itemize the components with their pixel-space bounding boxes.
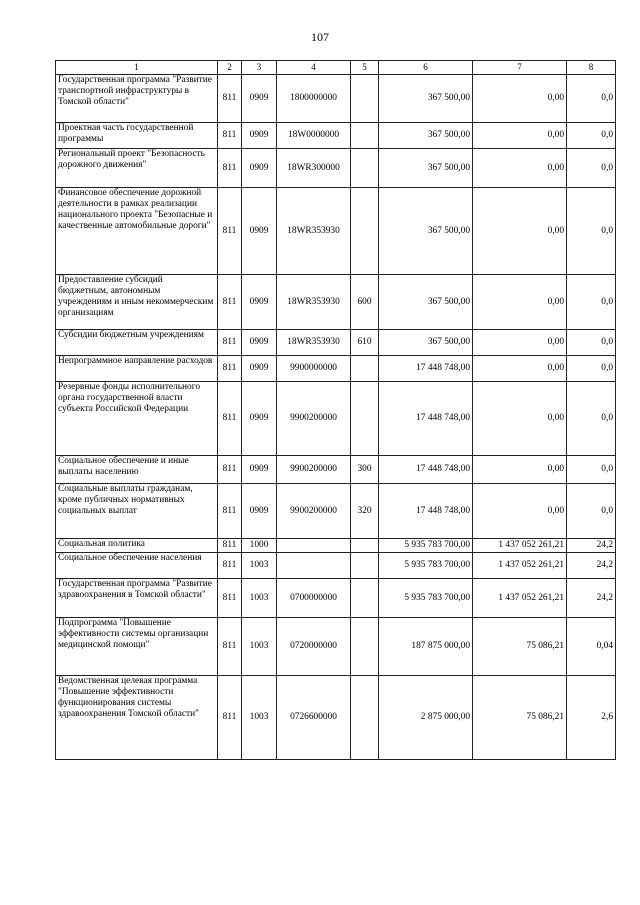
section-code-cell: 0909 [242, 75, 277, 123]
section-code-cell: 0909 [242, 484, 277, 539]
percent-cell: 24,2 [567, 579, 616, 618]
target-article-cell: 0720000000 [277, 618, 351, 676]
section-code-cell: 0909 [242, 149, 277, 188]
table-row [56, 75, 616, 123]
row-name-cell: Финансовое обеспечение дорожной деятельности в рамках реализации национального проекта "Безопасные и качественные автомобильные дороги" [56, 188, 218, 275]
section-code-cell: 1003 [242, 553, 277, 579]
table-row [56, 356, 616, 382]
admin-code-cell: 811 [218, 275, 242, 330]
table-row [56, 123, 616, 149]
expense-type-cell [351, 123, 379, 149]
executed-amount-cell: 0,00 [473, 188, 567, 275]
executed-amount-cell: 0,00 [473, 275, 567, 330]
section-code-cell: 1003 [242, 618, 277, 676]
planned-amount-cell: 17 448 748,00 [379, 484, 473, 539]
admin-code-cell: 811 [218, 123, 242, 149]
admin-code-cell: 811 [218, 188, 242, 275]
planned-amount-cell: 187 875 000,00 [379, 618, 473, 676]
expense-type-cell: 610 [351, 330, 379, 356]
planned-amount-cell: 367 500,00 [379, 123, 473, 149]
header-cell: 8 [567, 61, 616, 75]
percent-cell: 0,0 [567, 275, 616, 330]
target-article-cell: 9900200000 [277, 456, 351, 484]
table-row [56, 579, 616, 618]
row-name-cell: Предоставление субсидий бюджетным, автономным учреждениям и иным некоммерческим организациям [56, 275, 218, 330]
expense-type-cell [351, 539, 379, 553]
percent-cell: 0,04 [567, 618, 616, 676]
admin-code-cell: 811 [218, 149, 242, 188]
percent-cell: 0,0 [567, 149, 616, 188]
budget-table [55, 60, 616, 760]
section-code-cell: 0909 [242, 356, 277, 382]
executed-amount-cell: 0,00 [473, 484, 567, 539]
target-article-cell: 18WR300000 [277, 149, 351, 188]
target-article-cell: 18WR353930 [277, 330, 351, 356]
table-row [56, 553, 616, 579]
section-code-cell: 0909 [242, 456, 277, 484]
percent-cell: 2,6 [567, 676, 616, 760]
table-row [56, 456, 616, 484]
planned-amount-cell: 17 448 748,00 [379, 356, 473, 382]
percent-cell: 0,0 [567, 330, 616, 356]
row-name-cell: Резервные фонды исполнительного органа государственной власти субъекта Российской Федерации [56, 382, 218, 456]
planned-amount-cell: 17 448 748,00 [379, 456, 473, 484]
expense-type-cell: 600 [351, 275, 379, 330]
planned-amount-cell: 367 500,00 [379, 149, 473, 188]
target-article-cell: 1800000000 [277, 75, 351, 123]
percent-cell: 0,0 [567, 484, 616, 539]
section-code-cell: 0909 [242, 123, 277, 149]
row-name-cell: Государственная программа "Развитие транспортной инфраструктуры в Томской области" [56, 75, 218, 123]
admin-code-cell: 811 [218, 618, 242, 676]
executed-amount-cell: 0,00 [473, 382, 567, 456]
executed-amount-cell: 0,00 [473, 356, 567, 382]
section-code-cell: 0909 [242, 382, 277, 456]
percent-cell: 0,0 [567, 188, 616, 275]
table-row [56, 484, 616, 539]
executed-amount-cell: 0,00 [473, 123, 567, 149]
percent-cell: 0,0 [567, 382, 616, 456]
row-name-cell: Государственная программа "Развитие здравоохранения в Томской области" [56, 579, 218, 618]
target-article-cell: 9900200000 [277, 382, 351, 456]
header-cell: 2 [218, 61, 242, 75]
section-code-cell: 1000 [242, 539, 277, 553]
percent-cell: 0,0 [567, 356, 616, 382]
expense-type-cell [351, 382, 379, 456]
expense-type-cell [351, 618, 379, 676]
admin-code-cell: 811 [218, 330, 242, 356]
row-name-cell: Социальное обеспечение населения [56, 553, 218, 579]
executed-amount-cell: 75 086,21 [473, 676, 567, 760]
row-name-cell: Социальное обеспечение и иные выплаты населению [56, 456, 218, 484]
table-row [56, 330, 616, 356]
expense-type-cell [351, 149, 379, 188]
target-article-cell: 18WR353930 [277, 275, 351, 330]
executed-amount-cell: 75 086,21 [473, 618, 567, 676]
admin-code-cell: 811 [218, 382, 242, 456]
table-header-row [56, 61, 616, 75]
target-article-cell [277, 553, 351, 579]
row-name-cell: Региональный проект "Безопасность дорожного движения" [56, 149, 218, 188]
row-name-cell: Проектная часть государственной программы [56, 123, 218, 149]
admin-code-cell: 811 [218, 75, 242, 123]
planned-amount-cell: 2 875 000,00 [379, 676, 473, 760]
executed-amount-cell: 1 437 052 261,21 [473, 579, 567, 618]
admin-code-cell: 811 [218, 456, 242, 484]
row-name-cell: Непрограммное направление расходов [56, 356, 218, 382]
section-code-cell: 0909 [242, 188, 277, 275]
header-cell: 1 [56, 61, 218, 75]
admin-code-cell: 811 [218, 676, 242, 760]
table-row [56, 188, 616, 275]
percent-cell: 24,2 [567, 539, 616, 553]
header-cell: 4 [277, 61, 351, 75]
target-article-cell: 9900200000 [277, 484, 351, 539]
planned-amount-cell: 367 500,00 [379, 275, 473, 330]
admin-code-cell: 811 [218, 579, 242, 618]
executed-amount-cell: 0,00 [473, 75, 567, 123]
expense-type-cell [351, 75, 379, 123]
row-name-cell: Социальные выплаты гражданам, кроме публичных нормативных социальных выплат [56, 484, 218, 539]
percent-cell: 24,2 [567, 553, 616, 579]
expense-type-cell: 300 [351, 456, 379, 484]
table-row [56, 539, 616, 553]
planned-amount-cell: 5 935 783 700,00 [379, 553, 473, 579]
table-row [56, 618, 616, 676]
row-name-cell: Подпрограмма "Повышение эффективности системы организации медицинской помощи" [56, 618, 218, 676]
target-article-cell: 0726600000 [277, 676, 351, 760]
section-code-cell: 0909 [242, 330, 277, 356]
table-row [56, 676, 616, 760]
executed-amount-cell: 1 437 052 261,21 [473, 553, 567, 579]
header-cell: 3 [242, 61, 277, 75]
table-row [56, 382, 616, 456]
target-article-cell: 0700000000 [277, 579, 351, 618]
section-code-cell: 0909 [242, 275, 277, 330]
admin-code-cell: 811 [218, 484, 242, 539]
admin-code-cell: 811 [218, 356, 242, 382]
row-name-cell: Субсидии бюджетным учреждениям [56, 330, 218, 356]
target-article-cell: 18WR353930 [277, 188, 351, 275]
admin-code-cell: 811 [218, 553, 242, 579]
table-row [56, 149, 616, 188]
section-code-cell: 1003 [242, 676, 277, 760]
header-cell: 5 [351, 61, 379, 75]
planned-amount-cell: 5 935 783 700,00 [379, 579, 473, 618]
planned-amount-cell: 17 448 748,00 [379, 382, 473, 456]
section-code-cell: 1003 [242, 579, 277, 618]
percent-cell: 0,0 [567, 75, 616, 123]
percent-cell: 0,0 [567, 123, 616, 149]
expense-type-cell [351, 579, 379, 618]
target-article-cell: 9900000000 [277, 356, 351, 382]
row-name-cell: Социальная политика [56, 539, 218, 553]
target-article-cell: 18W0000000 [277, 123, 351, 149]
admin-code-cell: 811 [218, 539, 242, 553]
executed-amount-cell: 0,00 [473, 456, 567, 484]
planned-amount-cell: 367 500,00 [379, 330, 473, 356]
expense-type-cell [351, 356, 379, 382]
header-cell: 7 [473, 61, 567, 75]
page-number: 107 [311, 30, 329, 44]
planned-amount-cell: 367 500,00 [379, 75, 473, 123]
row-name-cell: Ведомственная целевая программа "Повышение эффективности функционирования системы здравоохранения Томской области" [56, 676, 218, 760]
expense-type-cell [351, 553, 379, 579]
expense-type-cell [351, 188, 379, 275]
executed-amount-cell: 0,00 [473, 330, 567, 356]
header-cell: 6 [379, 61, 473, 75]
expense-type-cell [351, 676, 379, 760]
percent-cell: 0,0 [567, 456, 616, 484]
executed-amount-cell: 1 437 052 261,21 [473, 539, 567, 553]
expense-type-cell: 320 [351, 484, 379, 539]
executed-amount-cell: 0,00 [473, 149, 567, 188]
target-article-cell [277, 539, 351, 553]
planned-amount-cell: 5 935 783 700,00 [379, 539, 473, 553]
planned-amount-cell: 367 500,00 [379, 188, 473, 275]
table-row [56, 275, 616, 330]
